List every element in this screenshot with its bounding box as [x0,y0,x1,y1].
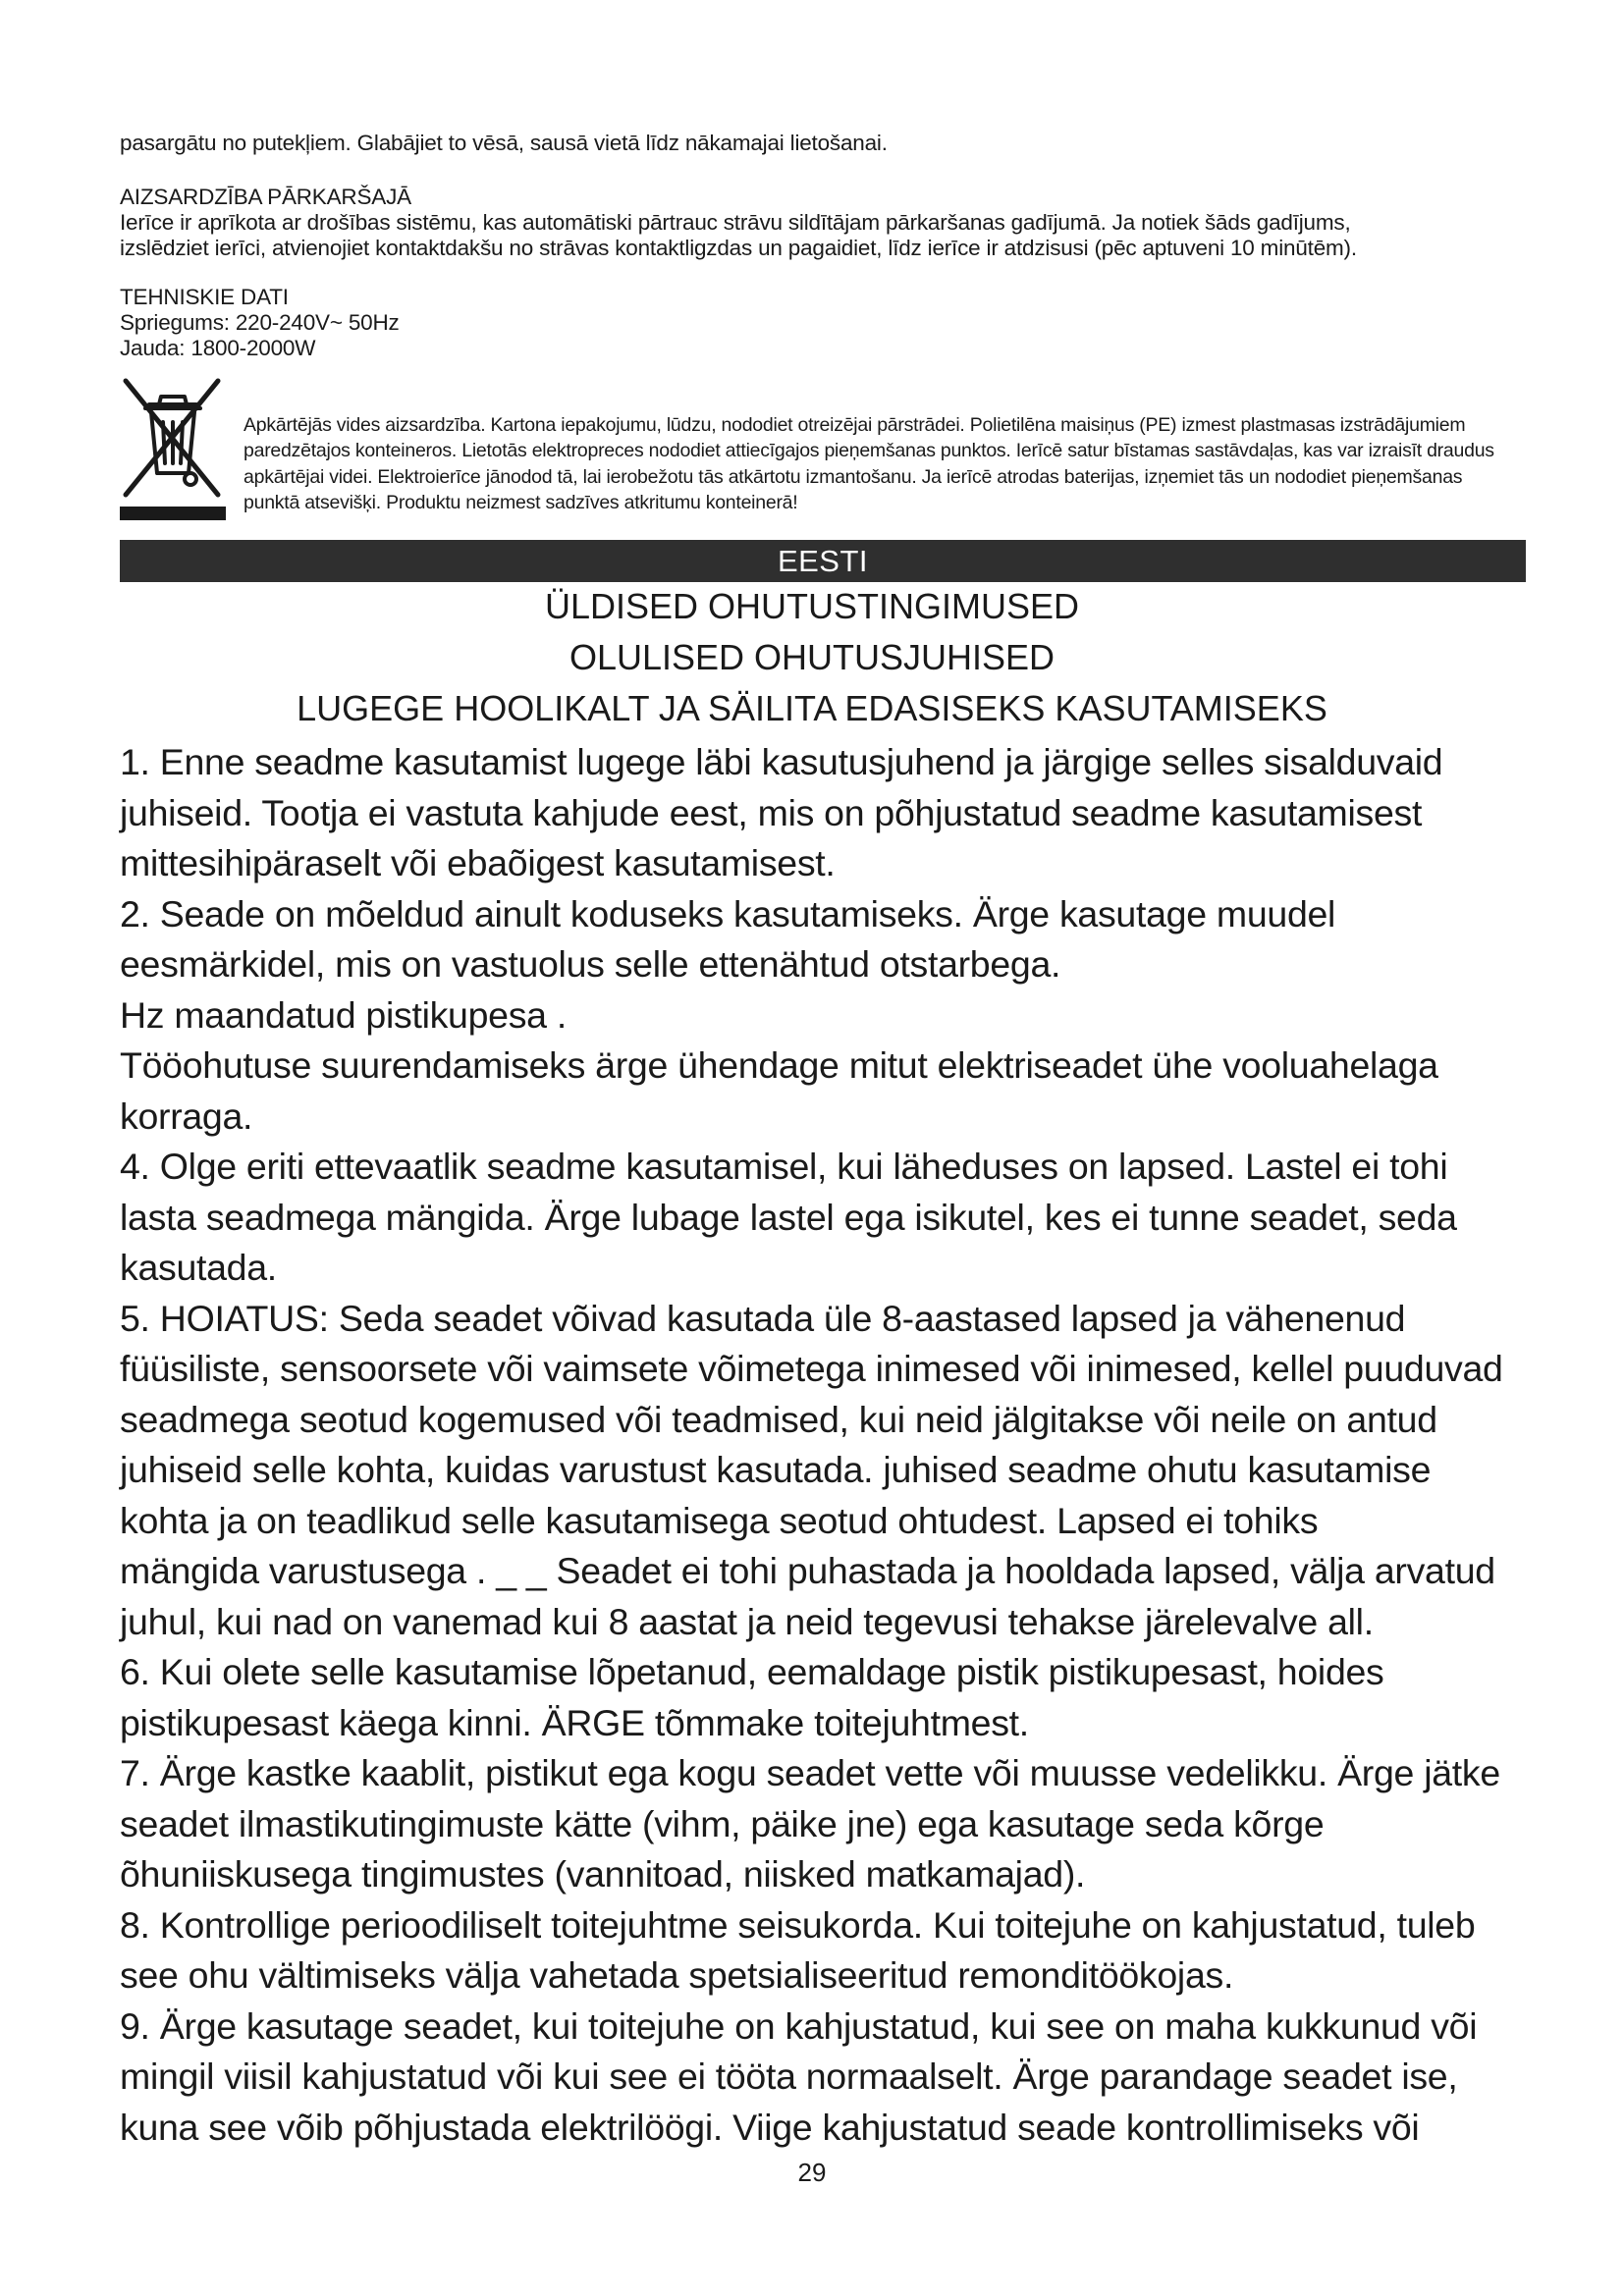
body-line: kasutada. [120,1247,277,1288]
body-line: 8. Kontrollige perioodiliselt toitejuhtme seisukorda. Kui toitejuhe on kahjustatud, tuleb [120,1903,1476,1946]
environmental-protection-text: Apkārtējās vides aizsardzība. Kartona iepakojumu, lūdzu, nododiet otreizējai pārstrādei. Polietilēna maisiņus (PE) izmest plastmasas izstrādājumiem paredzētajos konteineros. Lietotās elektropreces nododiet attiecīgajos pieņemšanas punktos. Ierīcē satur bīstamas sastāvdaļas, kas var izraisīt draudus apkārtējai videi. Elektroierīce jānodod tā, lai ierobežotu tās atkārtotu izmantošanu. Ja ierīcē atrodas baterijas, izņemiet tās un nododiet pieņemšanas punktā atsevišķi. Produktu neizmest sadzīves atkritumu konteinerā! [244,413,1494,513]
intro-line: pasargātu no putekļiem. Glabājiet to vēsā, sausā vietā līdz nākamajai lietošanai. [120,131,888,155]
overheat-protection-section [120,185,1514,261]
safety-instructions-body [120,737,1534,2153]
body-line: füüsiliste, sensoorsete või vaimsete võimetega inimesed või inimesed, kellel puuduvad [120,1348,1503,1389]
body-line: 6. Kui olete selle kasutamise lõpetanud, eemaldage pistik pistikupesast, hoides [120,1651,1384,1692]
language-section-bar: EESTI [120,540,1526,582]
body-line: juhiseid. Tootja ei vastuta kahjude eest, mis on põhjustatud seadme kasutamisest [120,791,1423,833]
storage-text [120,131,1514,156]
body-line: juhiseid selle kohta, kuidas varustust kasutada. juhised seadme ohutu kasutamise [120,1449,1432,1490]
body-line: seadet ilmastikutingimuste kätte (vihm, päike jne) ega kasutage seda kõrge [120,1802,1325,1844]
body-line: 9. Ärge kasutage seadet, kui toitejuhe on kahjustatud, kui see on maha kukkunud või [120,2004,1478,2047]
body-line: juhul, kui nad on vanemad kui 8 aastat ja neid tegevusi tehakse järelevalve all. [120,1600,1374,1642]
overheat-line: Ierīce ir aprīkota ar drošības sistēmu, kas automātiski pārtrauc strāvu sildītājam pārkaršanas gadījumā. Ja notiek šāds gadījums, [120,210,1351,235]
body-line: pistikupesast käega kinni. ÄRGE tõmmake toitejuhtmest. [120,1701,1029,1743]
page-number: 29 [797,2158,827,2187]
general-safety-heading: ÜLDISED OHUTUSTINGIMUSED [544,586,1080,626]
body-line: mittesihipäraselt või ebaõigest kasutamisest. [120,842,836,883]
voltage-spec: Spriegums: 220-240V~ 50Hz [120,310,400,335]
overheat-heading: AIZSARDZĪBA PĀRKARŠAJĀ [120,185,411,209]
important-safety-heading: OLULISED OHUTUSJUHISED [568,637,1056,677]
body-line: Hz maandatud pistikupesa . [120,993,567,1036]
read-carefully-heading: LUGEGE HOOLIKALT JA SÄILITA EDASISEKS KASUTAMISEKS [297,688,1327,728]
body-line: 5. HOIATUS: Seda seadet võivad kasutada üle 8-aastased lapsed ja vähenenud [120,1297,1406,1339]
body-line: 7. Ärge kastke kaablit, pistikut ega kogu seadet vette või muusse vedelikku. Ärge jätke [120,1752,1500,1793]
body-line: Tööohutuse suurendamiseks ärge ühendage mitut elektriseadet ühe vooluahelaga [120,1044,1438,1086]
body-line: 2. Seade on mõeldud ainult koduseks kasutamiseks. Ärge kasutage muudel [120,892,1336,934]
body-line: mängida varustusega . _ _ Seadet ei tohi puhastada ja hooldada lapsed, välja arvatud [120,1550,1495,1591]
body-line: korraga. [120,1095,253,1137]
body-line: seadmega seotud kogemused või teadmised, kui neid jälgitakse või neile on antud [120,1398,1437,1440]
body-line: kohta ja on teadlikud selle kasutamisega seotud ohtudest. Lapsed ei tohiks [120,1499,1319,1541]
body-line: 1. Enne seadme kasutamist lugege läbi kasutusjuhend ja järgige selles sisalduvaid [120,741,1443,782]
body-line: mingil viisil kahjustatud või kui see ei tööta normaalselt. Ärge parandage seadet ise, [120,2056,1458,2097]
power-spec: Jauda: 1800-2000W [120,336,316,360]
overheat-line: izslēdziet ierīci, atvienojiet kontaktdakšu no strāvas kontaktligzdas un pagaidiet, līdz ierīce ir atdzisusi (pēc aptuveni 10 minūtēm). [120,236,1357,260]
technical-heading: TEHNISKIE DATI [120,285,289,309]
technical-data-section [120,285,1514,361]
body-line: 4. Olge eriti ettevaatlik seadme kasutamisel, kui läheduses on lapsed. Lastel ei tohi [120,1146,1448,1187]
body-line: lasta seadmega mängida. Ärge lubage lastel ega isikutel, kes ei tunne seadet, seda [120,1196,1457,1238]
body-line: eesmärkidel, mis on vastuolus selle ettenähtud otstarbega. [120,943,1061,985]
body-line: õhuniiskusega tingimustes (vannitoad, niisked matkamajad). [120,1853,1086,1895]
crossed-out-wheelie-bin-icon [120,375,226,520]
body-line: see ohu vältimiseks välja vahetada spetsialiseeritud remonditöökojas. [120,1954,1234,1996]
body-line: kuna see võib põhjustada elektrilöögi. Viige kahjustatud seade kontrollimiseks või [120,2106,1420,2148]
